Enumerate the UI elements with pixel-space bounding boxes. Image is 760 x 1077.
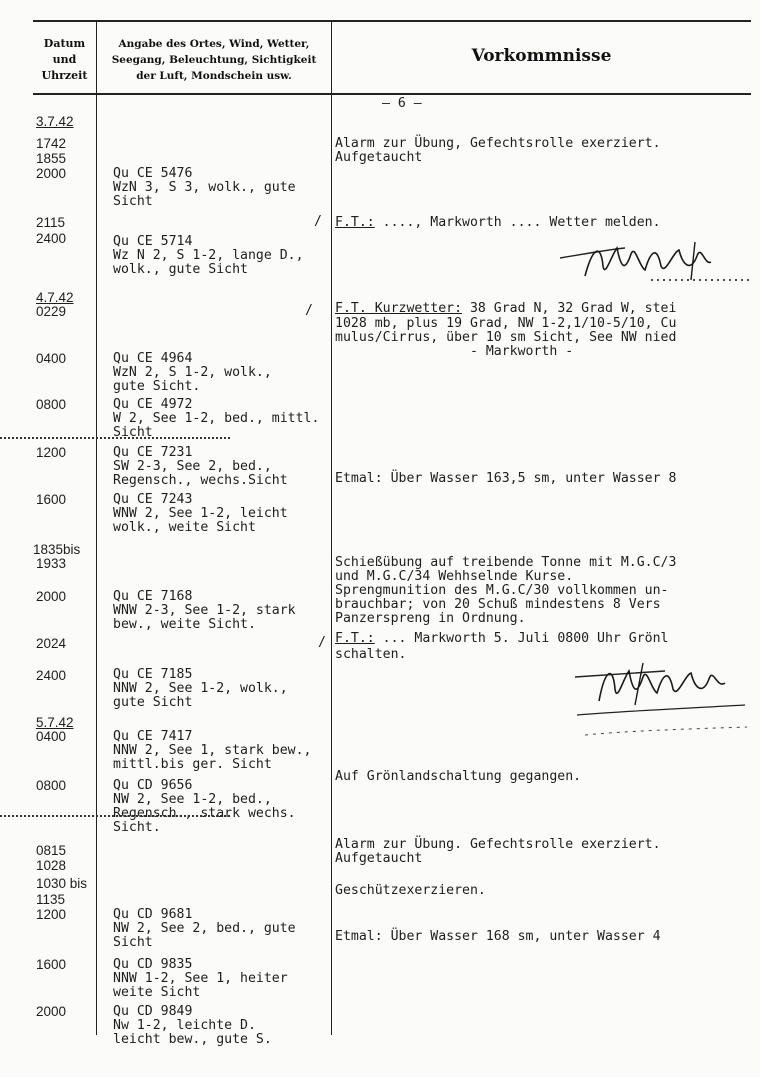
event-entry: Geschützexerzieren. bbox=[335, 883, 486, 898]
place-entry: Qu CE 7185 NNW 2, See 1-2, wolk., gute Sicht bbox=[113, 667, 288, 710]
time-1933: 1933 bbox=[36, 556, 67, 571]
header-bottom-rule bbox=[33, 93, 751, 95]
time-0800: 0800 bbox=[36, 778, 67, 793]
time-1028: 1028 bbox=[36, 858, 67, 873]
slash-mark: / bbox=[318, 635, 326, 650]
place-entry: Qu CE 7168 WNW 2-3, See 1-2, stark bew., weite Sicht. bbox=[113, 589, 296, 632]
time-1030-bis: 1030 bis bbox=[36, 876, 88, 891]
event-entry: schalten. bbox=[335, 647, 407, 662]
event-entry: Alarm zur Übung, Gefechtsrolle exerziert. Aufgetaucht bbox=[335, 136, 661, 165]
date-5-7-42: 5.7.42 bbox=[36, 715, 74, 730]
time-1200: 1200 bbox=[36, 445, 67, 460]
event-entry bbox=[335, 302, 676, 316]
time-0815: 0815 bbox=[36, 843, 67, 858]
time-1855: 1855 bbox=[36, 151, 67, 166]
event-entry: Schießübung auf treibende Tonne mit M.G.C/3 und M.G.C/34 Wehhselnde Kurse. Sprengmunition des M.G.C/30 vollkommen un- brauchbar; von 20 Schuß mindestens 8 Vers Panzerspreng in Ordnung. bbox=[335, 555, 677, 626]
time-0229: 0229 bbox=[36, 304, 67, 319]
time-0800: 0800 bbox=[36, 397, 67, 412]
event-entry bbox=[335, 216, 661, 230]
event-text: ...., Markworth .... Wetter melden. bbox=[374, 215, 661, 230]
header-angabe: Angabe des Ortes, Wind, Wetter, Seegang, Beleuchtung, Sichtigkeit der Luft, Mondschein usw. bbox=[111, 38, 317, 82]
time-2000: 2000 bbox=[36, 589, 67, 604]
event-label: F.T. Kurzwetter: bbox=[335, 301, 463, 316]
time-1200: 1200 bbox=[36, 907, 67, 922]
date-3-7-42: 3.7.42 bbox=[36, 114, 74, 129]
time-2024: 2024 bbox=[36, 636, 67, 651]
time-0400: 0400 bbox=[36, 729, 67, 744]
event-entry: Etmal: Über Wasser 168 sm, unter Wasser 4 bbox=[335, 929, 661, 944]
place-entry: Qu CE 7417 NNW 2, See 1, stark bew., mittl.bis ger. Sicht bbox=[113, 729, 312, 772]
time-2000: 2000 bbox=[36, 1004, 67, 1019]
time-2000: 2000 bbox=[36, 166, 67, 181]
event-label: F.T.: bbox=[335, 631, 375, 646]
header-vorkommnisse: Vorkommnisse bbox=[471, 46, 612, 66]
event-entry: 1028 mb, plus 19 Grad, NW 1-2,1/10-5/10, Cu mulus/Cirrus, über 10 sm Sicht, See NW nied - Markworth - bbox=[335, 316, 677, 359]
dotted-separator bbox=[0, 437, 230, 439]
place-entry: Qu CD 9849 Nw 1-2, leichte D. leicht bew., gute S. bbox=[113, 1004, 272, 1047]
dotted-separator bbox=[0, 815, 230, 817]
place-entry: Qu CE 5714 Wz N 2, S 1-2, lange D., wolk., gute Sicht bbox=[113, 234, 304, 277]
place-entry: Qu CE 7231 SW 2-3, See 2, bed., Regensch., wechs.Sicht bbox=[113, 445, 288, 488]
place-entry: Qu CD 9656 NW 2, See 1-2, bed., Regensch., stark wechs. Sicht. bbox=[113, 778, 296, 835]
slash-mark: / bbox=[305, 303, 313, 318]
place-entry: Qu CE 4972 W 2, See 1-2, bed., mittl. Sicht bbox=[113, 397, 320, 440]
event-entry bbox=[335, 632, 668, 646]
time-1600: 1600 bbox=[36, 492, 67, 507]
top-rule bbox=[33, 20, 751, 22]
time-2400: 2400 bbox=[36, 231, 67, 246]
date-4-7-42: 4.7.42 bbox=[36, 290, 74, 305]
column-divider-left bbox=[96, 20, 97, 1035]
time-0400: 0400 bbox=[36, 351, 67, 366]
place-entry: Qu CD 9681 NW 2, See 2, bed., gute Sicht bbox=[113, 907, 296, 950]
event-text: 38 Grad N, 32 Grad W, stei bbox=[462, 301, 677, 316]
signature bbox=[555, 236, 755, 286]
event-entry: Auf Grönlandschaltung gegangen. bbox=[335, 769, 582, 784]
time-1835bis: 1835bis bbox=[33, 542, 81, 557]
place-entry: Qu CE 5476 WzN 3, S 3, wolk., gute Sicht bbox=[113, 166, 296, 209]
time-2115: 2115 bbox=[36, 215, 66, 230]
event-text: ... Markworth 5. Juli 0800 Uhr Grönl bbox=[374, 631, 669, 646]
column-divider-middle bbox=[331, 20, 332, 1035]
time-1742: 1742 bbox=[36, 136, 67, 151]
signature bbox=[565, 655, 755, 750]
event-label: F.T.: bbox=[335, 215, 375, 230]
header-datum: Datum und Uhrzeit bbox=[41, 37, 88, 82]
slash-mark: / bbox=[314, 214, 322, 229]
event-entry: Alarm zur Übung. Gefechtsrolle exerziert. Aufgetaucht bbox=[335, 837, 661, 866]
place-entry: Qu CD 9835 NNW 1-2, See 1, heiter weite Sicht bbox=[113, 957, 288, 1000]
page-number: – 6 – bbox=[382, 96, 422, 111]
time-1135: 1135 bbox=[36, 892, 66, 907]
time-1600: 1600 bbox=[36, 957, 67, 972]
time-2400: 2400 bbox=[36, 668, 67, 683]
place-entry: Qu CE 7243 WNW 2, See 1-2, leicht wolk., weite Sicht bbox=[113, 492, 288, 535]
place-entry: Qu CE 4964 WzN 2, S 1-2, wolk., gute Sicht. bbox=[113, 351, 272, 394]
event-entry: Etmal: Über Wasser 163,5 sm, unter Wasser 8 bbox=[335, 471, 677, 486]
